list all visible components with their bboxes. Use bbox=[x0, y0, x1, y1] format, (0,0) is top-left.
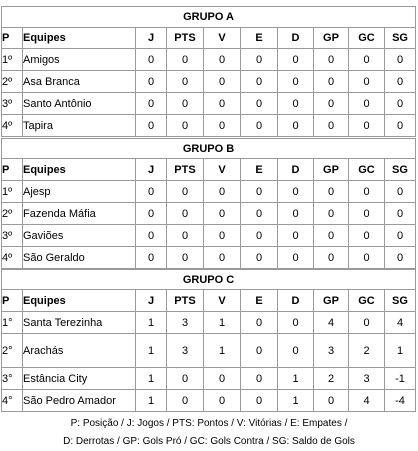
group-table bbox=[1, 6, 416, 137]
stat-cell: 0 bbox=[385, 181, 416, 203]
stat-cell: 0 bbox=[167, 368, 204, 390]
column-header: PTS bbox=[167, 290, 204, 312]
stat-cell: 0 bbox=[349, 49, 385, 71]
team-name-cell: Fazenda Máfia bbox=[23, 203, 136, 225]
team-name-cell: Ajesp bbox=[23, 181, 136, 203]
legend-line-1: P: Posição / J: Jogos / PTS: Pontos / V: Vitórias / E: Empates / bbox=[70, 418, 348, 429]
group-title: GRUPO A bbox=[2, 7, 416, 28]
stat-cell: 0 bbox=[278, 181, 314, 203]
stat-cell: 0 bbox=[314, 181, 349, 203]
team-row bbox=[2, 368, 416, 390]
stat-cell: 3 bbox=[314, 334, 349, 368]
column-header: D bbox=[278, 290, 314, 312]
stat-cell: 0 bbox=[136, 115, 167, 137]
column-header: E bbox=[241, 159, 278, 181]
team-row bbox=[2, 312, 416, 334]
stat-cell: 4 bbox=[314, 312, 349, 334]
column-header: P bbox=[2, 290, 23, 312]
stat-cell: 0 bbox=[314, 115, 349, 137]
column-header: E bbox=[241, 28, 278, 49]
header-row bbox=[2, 28, 416, 49]
team-name-cell: São Geraldo bbox=[23, 247, 136, 269]
stat-cell: 1 bbox=[204, 334, 241, 368]
team-name-cell: Estância City bbox=[23, 368, 136, 390]
column-header: GC bbox=[349, 28, 385, 49]
position-cell: 2º bbox=[2, 71, 23, 93]
stat-cell: 0 bbox=[204, 71, 241, 93]
stat-cell: 0 bbox=[278, 49, 314, 71]
stat-cell: 0 bbox=[136, 247, 167, 269]
stat-cell: 1 bbox=[136, 368, 167, 390]
stat-cell: 0 bbox=[167, 247, 204, 269]
column-header: D bbox=[278, 28, 314, 49]
stat-cell: 0 bbox=[278, 203, 314, 225]
column-header: J bbox=[136, 290, 167, 312]
stat-cell: 0 bbox=[385, 71, 416, 93]
team-name-cell: Amigos bbox=[23, 49, 136, 71]
stat-cell: 0 bbox=[349, 225, 385, 247]
team-name-cell: Asa Branca bbox=[23, 71, 136, 93]
group-table bbox=[1, 269, 416, 412]
stat-cell: 0 bbox=[204, 93, 241, 115]
stat-cell: 0 bbox=[349, 312, 385, 334]
team-row bbox=[2, 181, 416, 203]
stat-cell: 0 bbox=[241, 247, 278, 269]
stat-cell: -4 bbox=[385, 390, 416, 412]
stat-cell: 0 bbox=[167, 225, 204, 247]
legend-line-2: D: Derrotas / GP: Gols Pró / GC: Gols Contra / SG: Saldo de Gols bbox=[63, 436, 355, 447]
stat-cell: 0 bbox=[314, 71, 349, 93]
position-cell: 4º bbox=[2, 115, 23, 137]
stat-cell: 0 bbox=[204, 181, 241, 203]
stat-cell: 1 bbox=[278, 390, 314, 412]
stat-cell: 0 bbox=[241, 71, 278, 93]
stat-cell: 0 bbox=[278, 334, 314, 368]
stat-cell: 0 bbox=[204, 368, 241, 390]
column-header: Equipes bbox=[23, 159, 136, 181]
header-row bbox=[2, 159, 416, 181]
stat-cell: 2 bbox=[349, 334, 385, 368]
stat-cell: 0 bbox=[278, 93, 314, 115]
stat-cell: 0 bbox=[385, 115, 416, 137]
team-name-cell: Arachás bbox=[23, 334, 136, 368]
stat-cell: 0 bbox=[136, 49, 167, 71]
stat-cell: 0 bbox=[385, 49, 416, 71]
stat-cell: 0 bbox=[241, 93, 278, 115]
stat-cell: 0 bbox=[241, 368, 278, 390]
stat-cell: 0 bbox=[241, 181, 278, 203]
stat-cell: 0 bbox=[385, 203, 416, 225]
team-row bbox=[2, 93, 416, 115]
team-name-cell: Gaviões bbox=[23, 225, 136, 247]
column-header: V bbox=[204, 290, 241, 312]
position-cell: 3º bbox=[2, 225, 23, 247]
stat-cell: 0 bbox=[241, 334, 278, 368]
stat-cell: 1 bbox=[136, 334, 167, 368]
stat-cell: 1 bbox=[278, 368, 314, 390]
stat-cell: 0 bbox=[241, 49, 278, 71]
stat-cell: 0 bbox=[385, 225, 416, 247]
column-header: P bbox=[2, 159, 23, 181]
position-cell: 2° bbox=[2, 334, 23, 368]
stat-cell: 0 bbox=[136, 93, 167, 115]
stat-cell: 0 bbox=[314, 390, 349, 412]
stat-cell: 0 bbox=[167, 390, 204, 412]
column-header: Equipes bbox=[23, 290, 136, 312]
team-name-cell: Tapira bbox=[23, 115, 136, 137]
stat-cell: 0 bbox=[385, 93, 416, 115]
team-row bbox=[2, 225, 416, 247]
stat-cell: 0 bbox=[204, 390, 241, 412]
stat-cell: 0 bbox=[278, 225, 314, 247]
stat-cell: 0 bbox=[167, 203, 204, 225]
stat-cell: 0 bbox=[278, 115, 314, 137]
stat-cell: 0 bbox=[241, 203, 278, 225]
team-row bbox=[2, 247, 416, 269]
stat-cell: 0 bbox=[349, 247, 385, 269]
stat-cell: 0 bbox=[167, 93, 204, 115]
team-row bbox=[2, 203, 416, 225]
group-title: GRUPO B bbox=[2, 139, 416, 159]
stat-cell: 0 bbox=[204, 225, 241, 247]
stat-cell: 4 bbox=[385, 312, 416, 334]
position-cell: 2º bbox=[2, 203, 23, 225]
position-cell: 4º bbox=[2, 247, 23, 269]
position-cell: 3º bbox=[2, 93, 23, 115]
column-header: J bbox=[136, 28, 167, 49]
stat-cell: 0 bbox=[349, 71, 385, 93]
stat-cell: 3 bbox=[167, 312, 204, 334]
column-header: J bbox=[136, 159, 167, 181]
position-cell: 4° bbox=[2, 390, 23, 412]
stat-cell: 1 bbox=[136, 312, 167, 334]
column-header: Equipes bbox=[23, 28, 136, 49]
column-header: E bbox=[241, 290, 278, 312]
stat-cell: 0 bbox=[136, 203, 167, 225]
stat-cell: 0 bbox=[136, 225, 167, 247]
column-header: GP bbox=[314, 28, 349, 49]
stat-cell: 0 bbox=[314, 203, 349, 225]
team-name-cell: Santa Terezinha bbox=[23, 312, 136, 334]
stat-cell: 0 bbox=[314, 49, 349, 71]
column-header: SG bbox=[385, 290, 416, 312]
stat-cell: 0 bbox=[349, 203, 385, 225]
legend bbox=[0, 415, 418, 451]
column-header: GP bbox=[314, 159, 349, 181]
column-header: P bbox=[2, 28, 23, 49]
team-row bbox=[2, 390, 416, 412]
stat-cell: 0 bbox=[349, 181, 385, 203]
team-row bbox=[2, 49, 416, 71]
stat-cell: 0 bbox=[314, 225, 349, 247]
stat-cell: 0 bbox=[167, 49, 204, 71]
team-name-cell: Santo Antônio bbox=[23, 93, 136, 115]
stat-cell: 0 bbox=[204, 49, 241, 71]
stat-cell: 0 bbox=[241, 390, 278, 412]
stat-cell: 0 bbox=[385, 247, 416, 269]
stat-cell: 0 bbox=[278, 71, 314, 93]
stat-cell: 0 bbox=[204, 247, 241, 269]
stat-cell: 0 bbox=[241, 225, 278, 247]
stat-cell: 0 bbox=[314, 247, 349, 269]
stat-cell: 0 bbox=[349, 115, 385, 137]
stat-cell: 1 bbox=[385, 334, 416, 368]
stat-cell: 0 bbox=[204, 115, 241, 137]
stat-cell: 3 bbox=[349, 368, 385, 390]
stat-cell: 3 bbox=[167, 334, 204, 368]
column-header: D bbox=[278, 159, 314, 181]
team-row bbox=[2, 334, 416, 368]
stat-cell: 0 bbox=[167, 71, 204, 93]
column-header: SG bbox=[385, 159, 416, 181]
team-name-cell: São Pedro Amador bbox=[23, 390, 136, 412]
column-header: GC bbox=[349, 290, 385, 312]
column-header: V bbox=[204, 28, 241, 49]
stat-cell: 0 bbox=[278, 312, 314, 334]
stat-cell: 0 bbox=[314, 93, 349, 115]
column-header: GP bbox=[314, 290, 349, 312]
header-row bbox=[2, 290, 416, 312]
group-table bbox=[1, 138, 416, 269]
column-header: GC bbox=[349, 159, 385, 181]
column-header: SG bbox=[385, 28, 416, 49]
stat-cell: -1 bbox=[385, 368, 416, 390]
stat-cell: 1 bbox=[204, 312, 241, 334]
stat-cell: 1 bbox=[136, 390, 167, 412]
column-header: V bbox=[204, 159, 241, 181]
stat-cell: 0 bbox=[241, 115, 278, 137]
stat-cell: 0 bbox=[204, 203, 241, 225]
position-cell: 1º bbox=[2, 181, 23, 203]
stat-cell: 0 bbox=[278, 247, 314, 269]
stat-cell: 0 bbox=[167, 181, 204, 203]
column-header: PTS bbox=[167, 28, 204, 49]
position-cell: 1° bbox=[2, 312, 23, 334]
stat-cell: 0 bbox=[136, 71, 167, 93]
stat-cell: 4 bbox=[349, 390, 385, 412]
column-header: PTS bbox=[167, 159, 204, 181]
stat-cell: 0 bbox=[167, 115, 204, 137]
stat-cell: 0 bbox=[349, 93, 385, 115]
position-cell: 1º bbox=[2, 49, 23, 71]
team-row bbox=[2, 71, 416, 93]
team-row bbox=[2, 115, 416, 137]
group-title: GRUPO C bbox=[2, 270, 416, 290]
stat-cell: 0 bbox=[241, 312, 278, 334]
stat-cell: 0 bbox=[136, 181, 167, 203]
position-cell: 3° bbox=[2, 368, 23, 390]
stat-cell: 2 bbox=[314, 368, 349, 390]
